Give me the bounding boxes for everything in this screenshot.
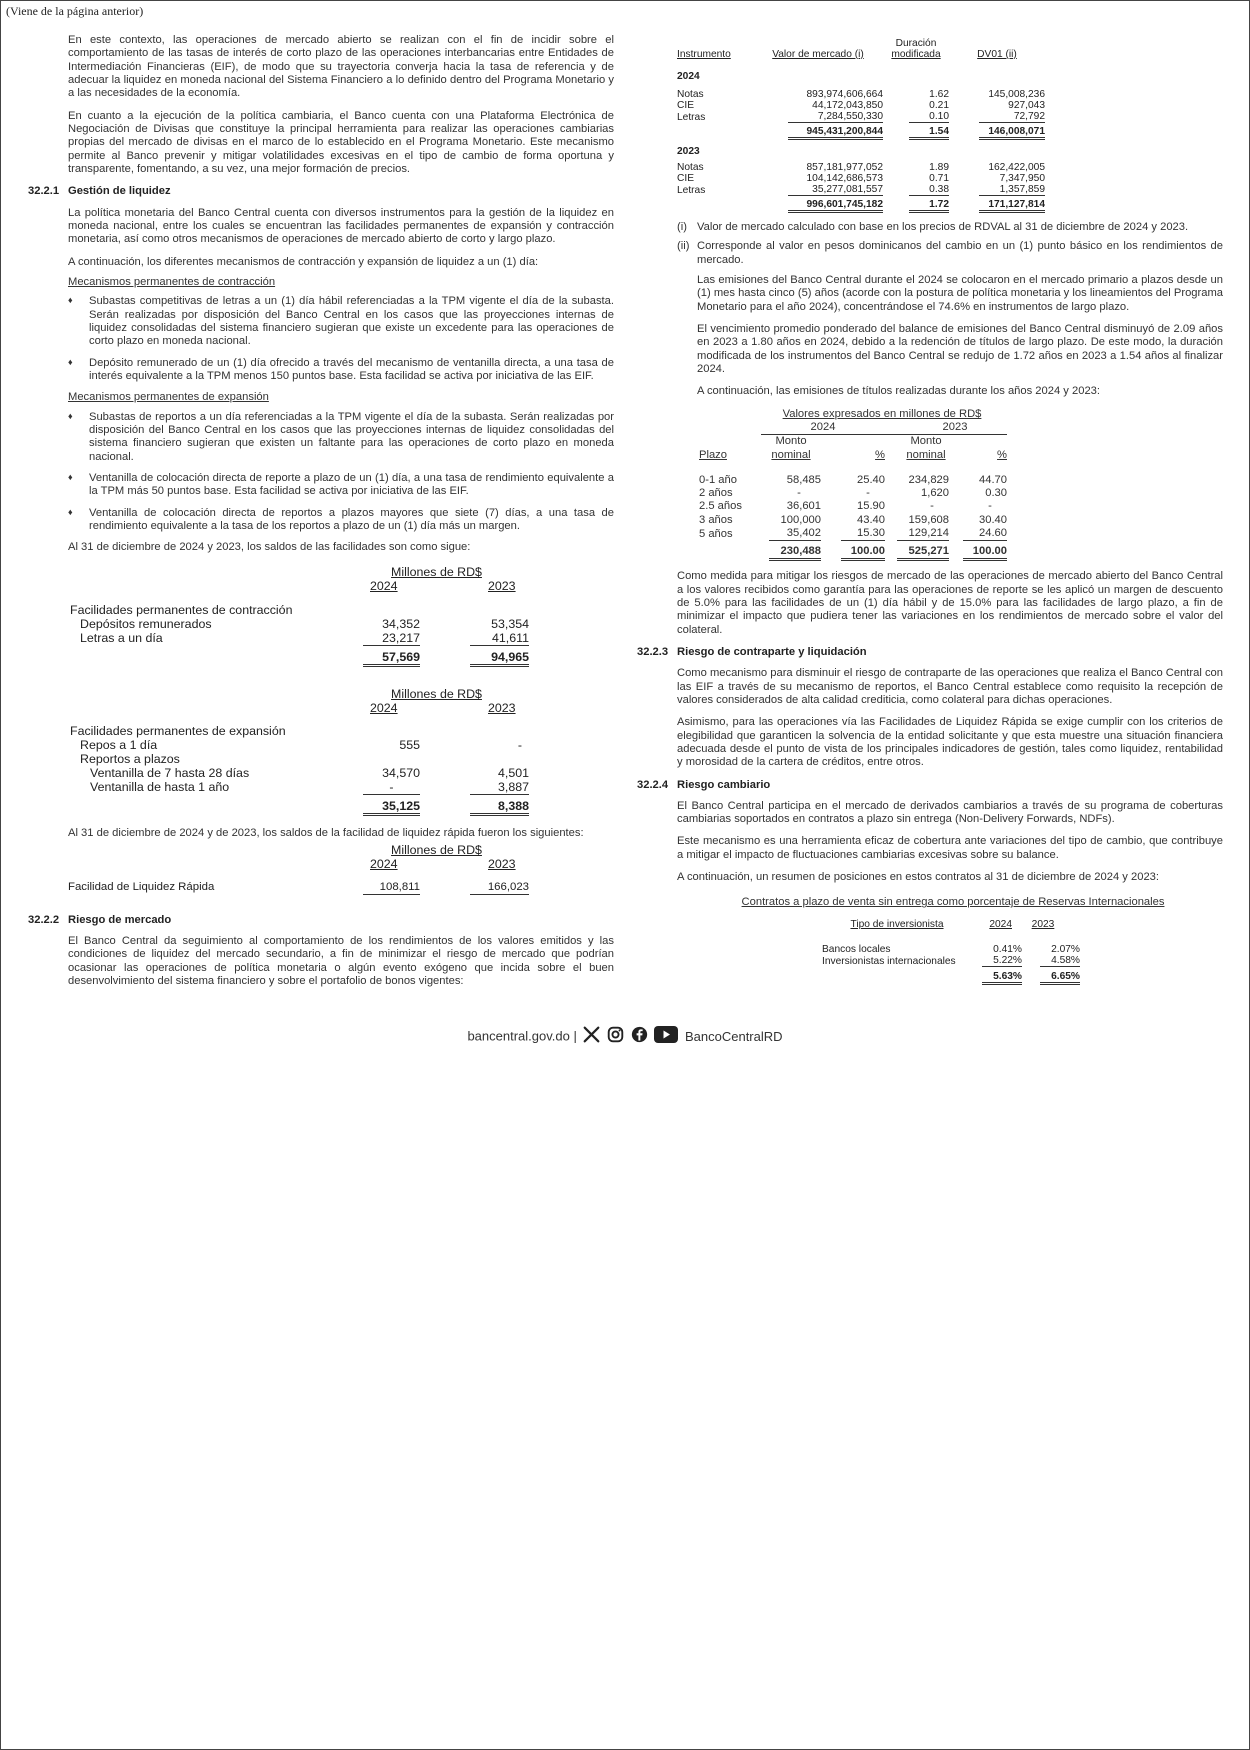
section-number: 32.2.2 — [28, 913, 60, 926]
cell-2024: 34,570 — [382, 765, 420, 780]
bullet-icon: ♦ — [68, 471, 73, 482]
cell-2023: - — [517, 737, 522, 752]
paragraph: Este mecanismo es una herramienta eficaz de cobertura ante variaciones del tipo de cambio, que contribuye a mitigar el impacto de fluctuaciones cambiarias excesivas sobre su balance. — [677, 835, 1223, 861]
paragraph: Como medida para mitigar los riesgos de mercado de las operaciones de mercado abierto del Banco Central a los valores recibidos como garantía para las operaciones de reporte se les aplicó un margen de descuento de 5.0% para las facilidades de un (1) día hábil y de 15.0% para las facilidades de largo plazo, a fin de minimizar el impacto que pudiera tener las variaciones en los rendimientos de mercado sobre el valor del colateral. — [677, 570, 1223, 636]
bullet-icon: ♦ — [68, 356, 73, 367]
paragraph: El vencimiento promedio ponderado del balance de emisiones del Banco Central disminuyó de 2.09 años en 2023 a 1.80 años en 2024, debido a la redención de títulos de largo plazo. De este modo, la duración modificada de los instrumentos del Banco Central se redujo de 1.72 años en 2023 a 1.54 años al finalizar 2024. — [697, 322, 1223, 375]
year-label: 2024 — [677, 71, 700, 82]
cell: 159,608 — [908, 513, 949, 526]
paragraph: El Banco Central participa en el mercado de derivados cambiarios a través de su programa de coberturas cambiarias soportados en contratos a plazo sin entrega (Non-Delivery Forwards, NDFs). — [677, 799, 1223, 826]
cell: 0-1 año — [699, 473, 737, 486]
table-header: Millones de RD$ — [391, 842, 482, 857]
column-group-2024: 2024 — [761, 421, 885, 435]
footnote-ii: (ii) Corresponde al valor en pesos dominicanos del cambio en un (1) punto básico en los rendimientos de mercado. — [677, 240, 1223, 266]
cell-2023: 166,023 — [470, 881, 529, 896]
cell-2023: 41,611 — [470, 631, 529, 647]
total: 100.00 — [841, 545, 885, 561]
list-item: ♦ Ventanilla de colocación directa de reportos a plazos mayores que siete (7) días, a una tasa de rendimiento equivalente a la tasa de los reportos a plazo de un (1) día más un margen. — [68, 506, 614, 532]
paragraph: El Banco Central da seguimiento al comportamiento de los rendimientos de los valores emitidos y las condiciones de liquidez del mercado secundario, a fin de minimizar el riesgo de mercado que podrían ocasionar las operaciones de política monetaria o algún evento exógeno que incida sobre el buen desenvolvimiento del sistema financiero y sobre el portafolio de bonos vigentes: — [68, 935, 614, 988]
subheading-contraction: Mecanismos permanentes de contracción — [68, 275, 276, 288]
total: 230,488 — [769, 545, 821, 561]
issuances-table — [699, 408, 1007, 562]
cell: 44.70 — [979, 473, 1007, 486]
cell: 15.30 — [841, 527, 885, 541]
cell: 0.71 — [929, 173, 949, 184]
bullet-icon: ♦ — [68, 410, 73, 421]
table-title: Contratos a plazo de venta sin entrega como porcentaje de Reservas Internacionales — [741, 896, 1165, 909]
row-label: Letras a un día — [80, 630, 163, 645]
column-header: nominal — [906, 448, 946, 461]
cell: 893,974,606,664 — [806, 89, 883, 100]
instagram-icon[interactable] — [607, 1026, 624, 1046]
list-item: ♦ Depósito remunerado de un (1) día ofrecido a través del mecanismo de ventanilla directa, a una tasa de interés equivalente a la TPM menos 150 puntos base. Esta facilidad se activa por iniciativa de las EIF. — [68, 356, 614, 382]
paragraph: Las emisiones del Banco Central durante el 2024 se colocaron en el mercado primario a plazos desde un (1) mes hasta cinco (5) años (acorde con la postura de política monetaria y los lineamientos del Programa Monetario para el año 2024), concentrándose el 74.6% en instrumentos de largo plazo. — [697, 273, 1223, 313]
cell: 2.07% — [1051, 943, 1080, 955]
social-handle[interactable]: BancoCentralRD — [684, 1028, 783, 1044]
column-header: Instrumento — [677, 49, 731, 60]
cell: 857,181,977,052 — [806, 162, 883, 173]
list-item: ♦ Ventanilla de colocación directa de reporte a plazo de un (1) día, a una tasa de rendimiento equivalente a la TPM más 50 puntos base. Esta facilidad se activa por iniciativa de las EIF. — [68, 471, 614, 498]
cell: 0.41% — [993, 943, 1022, 955]
cell: 3 años — [699, 513, 733, 526]
cell: 100,000 — [780, 513, 821, 526]
cell: 4.58% — [1040, 955, 1080, 967]
cell: 1.89 — [929, 162, 949, 173]
cell: CIE — [677, 173, 694, 184]
total: 5.63% — [982, 971, 1022, 985]
list-item: ♦ Subastas de reportos a un día referenciadas a la TPM vigente el día de la subasta. Serán realizadas por disposición del Banco Central en los casos que las proyecciones internas de liquidez consolidadas del sistema financiero sugieran que existen un faltante para las operaciones de corto plazo en moneda nacional. — [68, 410, 614, 463]
website-link[interactable]: bancentral.gov.do — [467, 1028, 570, 1044]
column-header: 2023 — [1031, 918, 1055, 930]
column-header-2023: 2023 — [488, 856, 516, 871]
cell: 0.38 — [909, 184, 949, 196]
cell-2024: 555 — [399, 737, 420, 752]
footer — [0, 1026, 1250, 1046]
cell-2023: 53,354 — [491, 616, 529, 631]
separator: | — [573, 1028, 577, 1044]
section-title: Gestión de liquidez — [68, 185, 171, 198]
bond-portfolio-table — [677, 38, 1045, 213]
cell: Notas — [677, 162, 704, 173]
column-header: Plazo — [699, 448, 727, 461]
expansion-facilities-table — [68, 687, 614, 815]
x-icon[interactable] — [583, 1026, 600, 1046]
row-label: Facilidad de Liquidez Rápida — [68, 880, 215, 893]
paragraph: Como mecanismo para disminuir el riesgo de contraparte de las operaciones que realiza el Banco Central con las EIF a través de su mecanismo de reportos, el Banco Central establece como requisito la recepción de valores considerados de alta calidad crediticia, como colateral para dichas operaciones. — [677, 667, 1223, 706]
column-header: Duración — [895, 38, 937, 49]
cell: 145,008,236 — [988, 89, 1045, 100]
facebook-icon[interactable] — [631, 1026, 648, 1046]
cell: 30.40 — [979, 513, 1007, 526]
section-heading-32-2-3 — [637, 645, 1223, 659]
forwards-table — [822, 916, 1080, 985]
cell: 72,792 — [979, 111, 1045, 123]
paragraph: A continuación, las emisiones de títulos realizadas durante los años 2024 y 2023: — [697, 385, 1101, 398]
table-header: Millones de RD$ — [391, 564, 482, 579]
cell: 7,284,550,330 — [788, 111, 883, 123]
row-label: Repos a 1 día — [80, 737, 158, 752]
paragraph: Asimismo, para las operaciones vía las Facilidades de Liquidez Rápida se exige cumplir con los criterios de elegibilidad que garanticen la solvencia de la entidad solicitante y que esta muestre una situación financiera adecuada desde el punto de vista de los principales indicadores de gestión, tales como liquidez, rentabilidad y morosidad de la cartera de créditos, entre otros. — [677, 716, 1223, 769]
paragraph: La política monetaria del Banco Central cuenta con diversos instrumentos para la gestión de la liquidez en moneda nacional, entre los cuales se encuentran las facilidades permanentes de expansión y contracción monetaria, así como otros mecanismos de operaciones de mercado abierto de corto y largo plazo. — [68, 206, 614, 246]
section-heading-32-2-2 — [28, 913, 614, 927]
column-header: Tipo de inversionista — [850, 918, 944, 930]
rapid-liquidity-table — [68, 843, 614, 895]
column-header: Monto — [775, 435, 807, 448]
contraction-facilities-table — [68, 565, 614, 666]
paragraph: A continuación, un resumen de posiciones en estos contratos al 31 de diciembre de 2024 y 2023: — [677, 871, 1159, 884]
column-header: Valor de mercado (i) — [772, 49, 864, 60]
left-column — [28, 34, 614, 997]
cell: 7,347,950 — [999, 173, 1045, 184]
total: 100.00 — [963, 545, 1007, 561]
cell-2023: 3,887 — [470, 780, 529, 796]
section-title: Riesgo de mercado — [68, 913, 172, 926]
paragraph: A continuación, los diferentes mecanismos de contracción y expansión de liquidez a un (1) día: — [68, 255, 539, 268]
cell: 44,172,043,850 — [812, 100, 883, 111]
row-label: Reportos a plazos — [80, 751, 180, 766]
column-header: % — [997, 448, 1007, 461]
column-header-2024: 2024 — [370, 856, 398, 871]
total: 525,271 — [897, 545, 949, 561]
column-header-2024: 2024 — [370, 700, 398, 715]
cell: 0.10 — [909, 111, 949, 123]
total: 996,601,745,182 — [788, 199, 883, 213]
continued-note: (Viene de la página anterior) — [6, 4, 144, 18]
bullet-icon: ♦ — [68, 295, 73, 306]
cell: 0.30 — [985, 486, 1007, 499]
table-header: Valores expresados en millones de RD$ — [782, 407, 982, 420]
cell-2024: 34,352 — [382, 616, 420, 631]
column-header-2023: 2023 — [488, 700, 516, 715]
paragraph: Al 31 de diciembre de 2024 y 2023, los saldos de las facilidades son como sigue: — [68, 541, 471, 554]
table-title: Facilidades permanentes de contracción — [70, 602, 293, 617]
total: 6.65% — [1040, 971, 1080, 985]
cell: 15.90 — [857, 500, 885, 513]
cell: Letras — [677, 112, 706, 123]
cell: 104,142,686,573 — [806, 173, 883, 184]
cell: 927,043 — [1008, 100, 1045, 111]
footnote-i: (i) Valor de mercado calculado con base en los precios de RDVAL al 31 de diciembre de 2024 y 2023. — [677, 221, 1189, 233]
cell: 1,620 — [921, 486, 949, 499]
table-title: Facilidades permanentes de expansión — [70, 723, 286, 738]
cell: 1.62 — [929, 89, 949, 100]
section-number: 32.2.3 — [637, 645, 669, 658]
column-header: 2024 — [989, 918, 1012, 930]
column-group-2023: 2023 — [885, 421, 1007, 435]
cell: - — [988, 500, 992, 513]
cell: Inversionistas internacionales — [822, 955, 956, 967]
column-header: DV01 (ii) — [977, 49, 1017, 60]
cell: 162,422,005 — [988, 162, 1045, 173]
total: 1.72 — [909, 199, 949, 213]
cell: Letras — [677, 185, 706, 196]
total-2023: 8,388 — [470, 799, 529, 817]
cell-2024: 23,217 — [363, 631, 420, 647]
column-header: % — [875, 448, 885, 461]
table-header: Millones de RD$ — [391, 686, 482, 701]
row-label: Ventanilla de hasta 1 año — [90, 779, 230, 794]
cell: 0.21 — [929, 100, 949, 111]
row-label: Depósitos remunerados — [80, 616, 212, 631]
cell: Bancos locales — [822, 943, 891, 955]
paragraph: En este contexto, las operaciones de mercado abierto se realizan con el fin de incidir sobre el comportamiento de las tasas de interés de corto plazo de las operaciones interbancarias entre Entidades de Intermediación Financieras (EIF), de modo que su trayectoria converja hacia la tasa de referencia y de adecuar la liquidez en moneda nacional del Sistema Financiero a lo definido dentro del Programa Monetario y a las necesidades de la economía. — [68, 34, 614, 100]
paragraph: En cuanto a la ejecución de la política cambiaria, el Banco cuenta con una Plataforma Electrónica de Negociación de Divisas que constituye la principal herramienta para realizar las operaciones cambiarias propias del mercado de divisas en el marco de lo establecido en el Programa Monetario. Este mecanismo permite al Banco prevenir y mitigar volatilidades excesivas en el tipo de cambio de forma oportuna y transparente, fomentando, a su vez, una mejor formación de precios. — [68, 109, 614, 175]
cell: 43.40 — [857, 513, 885, 526]
paragraph: Al 31 de diciembre de 2024 y de 2023, los saldos de la facilidad de liquidez rápida fueron los siguientes: — [68, 826, 584, 839]
section-heading-32-2-4 — [637, 778, 1223, 792]
cell: 2.5 años — [699, 500, 742, 513]
total: 1.54 — [909, 126, 949, 140]
cell: 35,402 — [769, 527, 821, 541]
year-label: 2023 — [677, 146, 700, 157]
section-heading-32-2-1 — [28, 185, 614, 198]
cell: 36,601 — [786, 500, 821, 513]
section-title: Riesgo cambiario — [677, 778, 771, 791]
cell: - — [797, 486, 801, 499]
column-header: modificada — [891, 49, 941, 60]
cell: Notas — [677, 89, 704, 100]
total-2024: 57,569 — [363, 650, 420, 668]
section-title: Riesgo de contraparte y liquidación — [677, 645, 867, 658]
column-header-2023: 2023 — [488, 578, 516, 593]
cell: 234,829 — [908, 473, 949, 486]
subheading-expansion: Mecanismos permanentes de expansión — [68, 391, 269, 404]
total: 171,127,814 — [979, 199, 1045, 213]
cell: 5 años — [699, 527, 733, 540]
cell: 58,485 — [786, 473, 821, 486]
right-column — [637, 38, 1223, 985]
column-header: nominal — [771, 448, 811, 461]
column-header: Monto — [910, 435, 942, 448]
total-2023: 94,965 — [470, 650, 529, 668]
row-label: Ventanilla de 7 hasta 28 días — [90, 765, 250, 780]
cell-2024: - — [363, 780, 420, 796]
cell: 129,214 — [897, 527, 949, 541]
list-item: ♦ Subastas competitivas de letras a un (1) día hábil referenciadas a la TPM vigente el día de la subasta. Serán realizadas por disposición del Banco Central en los casos que las proyecciones internas de liquidez consolidadas del sistema financiero sugieran que existe un excedente para las operaciones de corto plazo en moneda nacional. — [68, 295, 614, 348]
cell: 2 años — [699, 486, 733, 499]
total-2024: 35,125 — [363, 799, 420, 817]
total: 945,431,200,844 — [788, 126, 883, 140]
cell: 5.22% — [982, 955, 1022, 967]
cell-2023: 4,501 — [497, 765, 529, 780]
cell: CIE — [677, 100, 694, 111]
section-number: 32.2.4 — [637, 778, 669, 791]
youtube-icon[interactable] — [654, 1026, 678, 1046]
bullet-icon: ♦ — [68, 506, 73, 517]
cell: - — [866, 486, 870, 499]
total: 146,008,071 — [979, 126, 1045, 140]
cell-2024: 108,811 — [363, 881, 420, 896]
column-header-2024: 2024 — [370, 578, 398, 593]
cell: 1,357,859 — [979, 184, 1045, 196]
cell: 24.60 — [963, 527, 1007, 541]
section-number: 32.2.1 — [28, 185, 60, 198]
cell: - — [930, 500, 934, 513]
cell: 25.40 — [857, 473, 885, 486]
cell: 35,277,081,557 — [788, 184, 883, 196]
